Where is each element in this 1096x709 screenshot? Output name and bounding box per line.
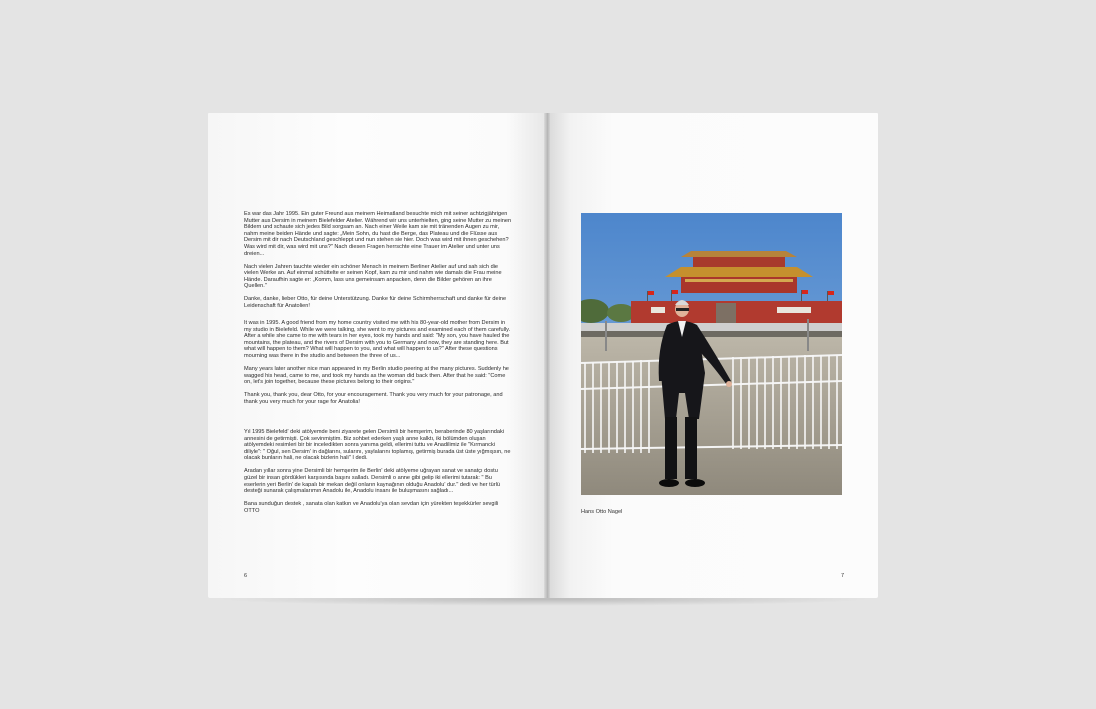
turkish-text <box>244 429 512 521</box>
paragraph: It was in 1995. A good friend from my home country visited me with his 80-year-old mother from Dersim in my studio in Bielefeld. While we were talking, she went to my pictures and examined each of them carefully. After a while she came to me with tears in her eyes, took my hands and said: "My son, you have hauled the mountains, the plateau, and the rivers of Dersim with you to Germany and now, they are standing here. But what will happen to them? What will happen to you, and what will happen to us?" After these questions mourning was there in the studio and between the three of us... <box>244 320 511 359</box>
page-number-left: 6 <box>244 573 248 579</box>
photo-caption: Hans Otto Nagel <box>581 509 623 515</box>
paragraph: Yıl 1995 Bielefeld' deki atölyemde beni ziyarete gelen Dersimli bir hemşerim, beraberinde 80 yaşlarındaki annesini de getirmişti. Çok sevinmiştim. Biz sohbet ederken yaşlı anne kalktı, iki bölümden oluşan atölyemdeki resimleri bir bir inceledikten sonra yanıma geldi, ellerimi tuttu ve Anadilimiz ile "Kırmancki diliyle": " Oğul, sen Dersim' in dağlarını, sularını, yaylalarını toplamış, getirmiş burada üst üste yığmışsın, ne olacak bunların hali, ne olacak bizlerin hali" I dedi. <box>244 429 511 462</box>
page-number-right: 7 <box>841 573 845 579</box>
paragraph: Danke, danke, lieber Otto, für deine Unterstützung. Danke für deine Schirmherrschaft und danke für deine Leidenschaft für Anatolien! <box>244 296 507 309</box>
right-page <box>547 113 878 598</box>
paragraph: Aradan yıllar sonra yine Dersimli bir hemşerim ile Berlin' deki atölyeme uğrayan sanat ve sanatçı dostu güzel bir insan gördükleri karşısında başını salladı. Dersimli o anne gibi gelip iki ellerimi tutarak: " Bu eserlerin yeri Berlin' de kapalı bir mekan değil onların kaynağının olduğu Anadolu' dur." dedi ve her türlü desteği sunarak çalışmalarımın Anadolu ile, Anadolu insanı ile buluşmasını sağladı... <box>244 468 500 495</box>
paragraph: Es war das Jahr 1995. Ein guter Freund aus meinem Heimatland besuchte mich mit seiner achtzigjährigen Mutter aus Dersim in meinem Bielefelder Atelier. Während wir uns unterhielten, ging seine Mutter zu meinen Bildern und schaute sich jedes Bild sorgsam an. Nach einer Weile kam sie mit tränenden Augen zu mir, nahm meine beiden Hände und sagte: „Mein Sohn, du hast die Berge, das Plateau und die Flüsse aus Dersim mit dir nach Deutschland geschleppt und nun stehen sie hier. Doch was wird mit ihnen geschehen? Was wird mit dir, was wird mit uns?" Nach diesen Fragen herrschte eine Trauer im Atelier und unter uns dreien... <box>244 211 512 257</box>
magazine-spread <box>208 113 878 598</box>
german-text <box>244 211 512 316</box>
left-page <box>208 113 547 598</box>
english-text <box>244 320 512 412</box>
spine-gutter <box>544 113 550 598</box>
paragraph: Nach vielen Jahren tauchte wieder ein schöner Mensch in meinem Berliner Atelier auf und sah sich die vielen Werke an. Auf einmal schüttelte er seinen Kopf, kam zu mir und nahm wie damals die Frau meine Hände. Daraufhin sagte er: „Komm, lass uns gemeinsam anpacken, denn die Bilder gehören an ihre Quellen." <box>244 263 502 290</box>
paragraph: Many years later another nice man appeared in my Berlin studio peering at the many pictures. Suddenly he wagged his head, came to me, and took my hands as the woman did back then. After that he said: "Come on, let's join together, because these pictures belong to their origins." <box>244 365 509 386</box>
paragraph: Thank you, thank you, dear Otto, for your encouragement. Thank you very much for your patronage, and thank you very much for your rage for Anatolia! <box>244 392 503 405</box>
paragraph: Bana sunduğun destek , sanata olan katkın ve Anadolu'ya olan sevdan için yürekten teşekkürler sevgili OTTO <box>244 501 499 514</box>
portrait-photo <box>581 213 842 495</box>
